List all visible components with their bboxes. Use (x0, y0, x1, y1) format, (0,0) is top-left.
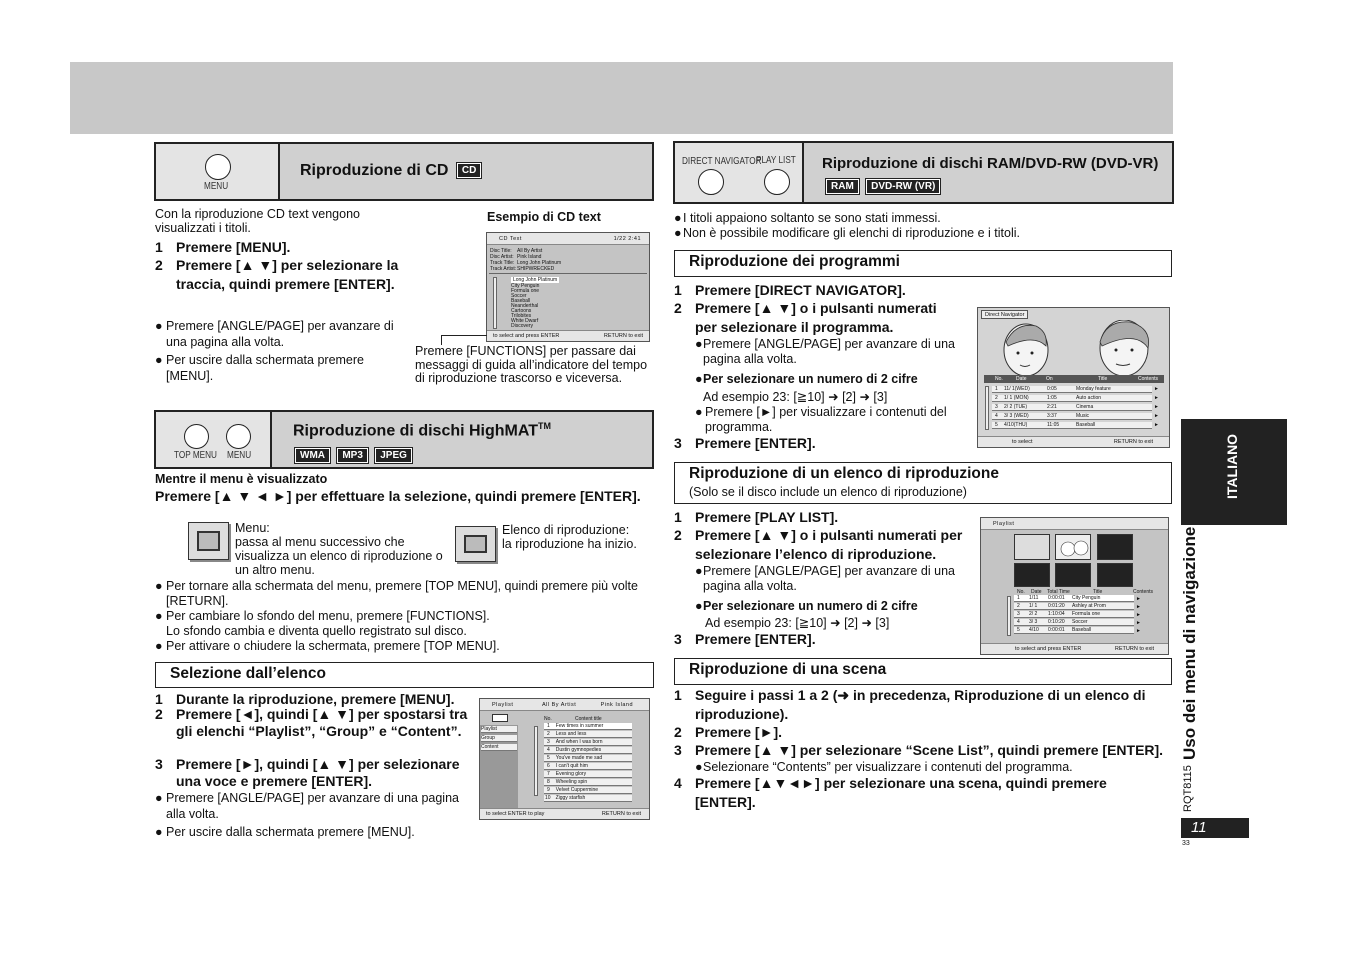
cd-track-10[interactable]: Discovery (511, 323, 533, 329)
thumb-1[interactable] (1014, 534, 1050, 560)
content-item-1[interactable]: 1 Few times in summer (544, 723, 632, 730)
cd-info-label-4: Track Artist: (490, 266, 517, 272)
dn-row-3[interactable]: 3 2/ 2 (TUE) 2:21 Cinema ► (992, 404, 1152, 411)
thumb-6[interactable] (1097, 563, 1133, 587)
cd-screen-footer: to select and press ENTER RETURN to exit (487, 330, 649, 341)
page-number: 11 (1181, 818, 1249, 838)
dn-col-on: On (1046, 376, 1053, 382)
menu-playlist[interactable]: Playlist (481, 726, 517, 733)
doc-code: RQT8115 (1182, 765, 1194, 812)
programmi-example: Ad esempio 23: [≧10] ➜ [2] ➜ [3] (703, 390, 888, 404)
dvd-playlist-header: Playlist (981, 518, 1168, 530)
cd-info-label-3: Track Title: (490, 260, 515, 266)
thumb-3[interactable] (1097, 534, 1133, 560)
highmat-screen-footer: to select ENTER to play RETURN to exit (480, 808, 649, 819)
badge-mp3: MP3 (337, 448, 368, 463)
programmi-title-box (674, 250, 1172, 277)
highmat-instruction: Premere [▲ ▼ ◄ ►] per effettuare la selezione, quindi premere [ENTER]. (155, 488, 641, 504)
direct-navigator-caption: DIRECT NAVIGATOR (682, 156, 762, 167)
pl-row-1[interactable]: 1 1/11 0:00:01 City Penguin (1014, 595, 1134, 602)
scena-title-box (674, 658, 1172, 685)
playlist-screen-icon (455, 526, 496, 562)
cd-track-8[interactable]: Trilobites (511, 313, 532, 319)
content-item-8[interactable]: 8 Wheeling spin (544, 779, 632, 786)
pl-col-contents: Contents (1133, 589, 1154, 595)
cd-info-value-3: Long John Platinum (517, 260, 562, 266)
badge-dvd-rw: DVD-RW (VR) (866, 179, 940, 194)
pl-row-5[interactable]: 5 4/10 0:00:01 Baseball (1014, 627, 1134, 634)
badge-jpeg: JPEG (375, 448, 412, 463)
cd-header (154, 142, 654, 201)
content-item-9[interactable]: 9 Velvet Cuppermine (544, 787, 632, 794)
top-menu-button-icon (184, 424, 209, 449)
elenco-title-box (674, 462, 1172, 504)
selezione-title: Selezione dall’elenco (170, 665, 326, 682)
list-label: Elenco di riproduzione: (502, 523, 630, 537)
highmat-header (154, 410, 654, 469)
cd-track-2[interactable]: City Penguin (511, 283, 540, 289)
menu-caption: MENU (204, 181, 229, 192)
pl-col-title: Title (1093, 589, 1103, 595)
menu-content[interactable]: Content (481, 744, 517, 751)
content-item-5[interactable]: 5 You've made me sad (544, 755, 632, 762)
pl-col-date: Date (1031, 589, 1042, 595)
cd-track-9[interactable]: White Dwarf (511, 318, 539, 324)
dn-col-contents: Contents (1138, 376, 1159, 382)
ram-icon-cell (675, 143, 804, 202)
play-list-caption: PLAY LIST (756, 155, 796, 166)
badge-wma: WMA (295, 448, 330, 463)
pl-row-4[interactable]: 4 3/ 3 0:10:20 Soccer (1014, 619, 1134, 626)
dn-header: Direct Navigator (981, 310, 1028, 319)
page-number-small: 33 (1182, 840, 1190, 847)
menu-desc: passa al menu successivo che visualizza un elenco di riproduzione o un altro menu. (235, 535, 443, 577)
top-menu-caption: TOP MENU (174, 450, 217, 461)
dn-col-date: Date (1016, 376, 1027, 382)
content-item-6[interactable]: 6 I can't quit him (544, 763, 632, 770)
cd-info-label-2: Disc Artist: (490, 254, 514, 260)
language-label: ITALIANO (1224, 433, 1240, 499)
elenco-subtitle: (Solo se il disco include un elenco di riproduzione) (689, 485, 967, 499)
play-list-button-icon (764, 169, 790, 195)
col-content-title: Content title (575, 716, 602, 722)
thumb-2[interactable] (1055, 534, 1091, 560)
cd-screen-header: CD Text 1/22 2:41 (487, 233, 649, 245)
cd-track-4[interactable]: Soccer (511, 293, 527, 299)
menu-button-icon (226, 424, 251, 449)
cd-info-value-2: Pink Island (517, 254, 542, 260)
cd-info-value-4: SHIPWRECKED (517, 266, 555, 272)
highmat-title: Riproduzione di dischi HighMAT™ (293, 421, 552, 440)
content-item-7[interactable]: 7 Evening glory (544, 771, 632, 778)
menu-group[interactable]: Group (481, 735, 517, 742)
menu-label: Menu: (235, 521, 270, 535)
cd-track-1[interactable]: Long John Platinum (513, 277, 558, 283)
list-desc: la riproduzione ha inizio. (502, 537, 637, 551)
cd-callout: Premere [FUNCTIONS] per passare dai messaggi di guida all’indicatore del tempo di riproduzione trascorso e viceversa. (415, 344, 648, 385)
dn-row-5[interactable]: 5 4/10(THU) 11:05 Baseball ► (992, 422, 1152, 429)
top-banner (70, 62, 1173, 134)
direct-navigator-button-icon (698, 169, 724, 195)
cd-info-value-1: All By Artist (517, 248, 543, 254)
cd-track-7[interactable]: Cartoons (511, 308, 532, 314)
pl-row-3[interactable]: 3 2/ 2 1:10:04 Formula one (1014, 611, 1134, 618)
pl-col-total: Total Time (1047, 589, 1070, 595)
highmat-while-menu: Mentre il menu è visualizzato (155, 472, 328, 486)
pl-col-no: No. (1017, 589, 1025, 595)
cd-text-screen (486, 232, 650, 342)
pl-row-2[interactable]: 2 1/ 1 0:01:20 Ashley at Prom (1014, 603, 1134, 610)
highmat-screen-header: Playlist All By Artist Pink Island (480, 699, 649, 711)
badge-ram: RAM (826, 179, 859, 194)
dn-screen-footer: to select RETURN to exit (978, 436, 1169, 447)
dn-col-no: No. (995, 376, 1003, 382)
content-item-3[interactable]: 3 And when I was born (544, 739, 632, 746)
dn-row-1[interactable]: 1 11/ 1(WED) 0:05 Monday feature ► (992, 386, 1152, 393)
selezione-title-box (155, 662, 654, 688)
col-no: No. (544, 716, 552, 722)
cd-example-label: Esempio di CD text (487, 210, 601, 224)
thumb-4[interactable] (1014, 563, 1050, 587)
language-tab (1181, 419, 1287, 525)
content-item-4[interactable]: 4 Dustin gymnopedies (544, 747, 632, 754)
dn-row-2[interactable]: 2 1/ 1 (MON) 1:05 Auto action ► (992, 395, 1152, 402)
chapter-title: Uso dei menu di navigazione (1180, 526, 1199, 760)
dvd-playlist-screen: Playlist No. Date Total Time Title Contents 1 1/11 0:00:01 City Penguin 2 1/ 1 0:01:20 Ashley at Prom 3 2/ 2 1:10:04 Formula one 4 3/ 3 0:10:20 Soccer 5 4/10 0:00:01 Baseball ► ► ► ► ► to select and press ENTER RETURN to exit (980, 517, 1169, 655)
menu-caption: MENU (227, 450, 252, 461)
scena-title: Riproduzione di una scena (689, 661, 887, 678)
cd-track-5[interactable]: Baseball (511, 298, 531, 304)
dvd-playlist-footer: to select and press ENTER RETURN to exit (981, 643, 1168, 654)
cd-title: Riproduzione di CD CD (300, 162, 485, 180)
cd-info-label-1: Disc Title: (490, 248, 512, 254)
ram-header (673, 141, 1174, 204)
thumb-5[interactable] (1055, 563, 1091, 587)
cd-track-6[interactable]: Neanderthal (511, 303, 539, 309)
content-item-10[interactable]: 10 Ziggy starfish (544, 795, 632, 802)
highmat-playlist-screen (479, 698, 650, 820)
direct-navigator-screen (977, 307, 1170, 448)
cd-badge: CD (457, 163, 481, 178)
cd-intro: Con la riproduzione CD text vengono visualizzati i titoli. (155, 207, 360, 235)
dn-col-title: Title (1098, 376, 1108, 382)
dn-row-4[interactable]: 4 3/ 3 (WED) 3:37 Music ► (992, 413, 1152, 420)
highmat-icon-cell (156, 412, 272, 467)
content-item-2[interactable]: 2 Less and less (544, 731, 632, 738)
ram-title: Riproduzione di dischi RAM/DVD-RW (DVD-VR) (822, 155, 1159, 172)
ram-badges (826, 178, 944, 194)
cd-track-3[interactable]: Formula one (511, 288, 540, 294)
elenco-example: Ad esempio 23: [≧10] ➜ [2] ➜ [3] (705, 616, 890, 630)
callout-line-h (441, 335, 487, 336)
highmat-badges (295, 447, 416, 463)
cd-icon-cell (156, 144, 280, 199)
menu-button-icon (205, 154, 231, 180)
faces-illustration (996, 320, 1156, 378)
wma-logo-icon (492, 714, 508, 722)
menu-screen-icon (188, 522, 229, 560)
elenco-title: Riproduzione di un elenco di riproduzione (689, 465, 999, 482)
programmi-title: Riproduzione dei programmi (689, 253, 900, 270)
